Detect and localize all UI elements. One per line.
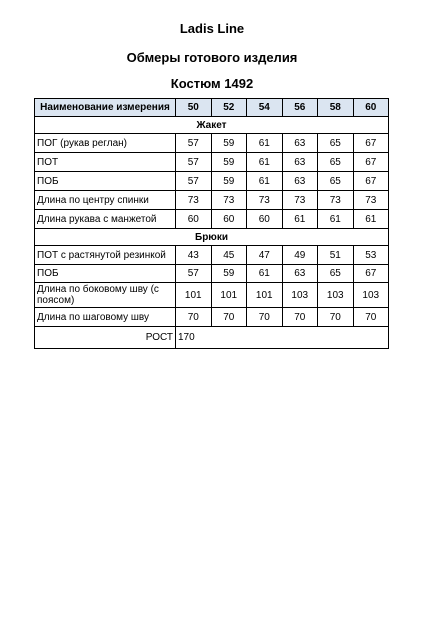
column-header-size: 56 bbox=[282, 99, 318, 117]
measurement-value: 57 bbox=[176, 172, 212, 191]
measurement-name: ПОТ с растянутой резинкой bbox=[35, 246, 176, 265]
measurement-value: 70 bbox=[353, 308, 389, 327]
measurement-name: ПОБ bbox=[35, 265, 176, 283]
measurement-value: 59 bbox=[211, 153, 247, 172]
table-row bbox=[35, 246, 389, 265]
measurement-value: 70 bbox=[211, 308, 247, 327]
measurement-name: Длина по центру спинки bbox=[35, 191, 176, 210]
measurement-value: 65 bbox=[318, 265, 354, 283]
measurement-value: 65 bbox=[318, 172, 354, 191]
measurement-value: 65 bbox=[318, 153, 354, 172]
measurement-value: 53 bbox=[353, 246, 389, 265]
section-row-trousers bbox=[35, 229, 389, 246]
column-header-size: 54 bbox=[247, 99, 283, 117]
product-title: Костюм 1492 bbox=[170, 76, 254, 91]
measurement-value: 73 bbox=[211, 191, 247, 210]
table-header-row bbox=[35, 99, 389, 117]
measurement-value: 61 bbox=[282, 210, 318, 229]
measurement-value: 103 bbox=[353, 283, 389, 308]
measurement-value: 101 bbox=[211, 283, 247, 308]
measurement-value: 67 bbox=[353, 153, 389, 172]
section-row-jacket bbox=[35, 117, 389, 134]
measurement-value: 73 bbox=[247, 191, 283, 210]
measurement-value: 45 bbox=[211, 246, 247, 265]
measurement-name: Длина по шаговому шву bbox=[35, 308, 176, 327]
measurement-value: 60 bbox=[211, 210, 247, 229]
measurement-value: 61 bbox=[247, 134, 283, 153]
table-row bbox=[35, 172, 389, 191]
measurement-name: Длина по боковому шву (с поясом) bbox=[35, 283, 176, 308]
height-row bbox=[35, 327, 389, 349]
table-row bbox=[35, 191, 389, 210]
measurement-value: 70 bbox=[318, 308, 354, 327]
measurement-value: 60 bbox=[247, 210, 283, 229]
measurement-value: 63 bbox=[282, 265, 318, 283]
measurement-value: 101 bbox=[247, 283, 283, 308]
measurement-value: 59 bbox=[211, 172, 247, 191]
measurement-value: 67 bbox=[353, 172, 389, 191]
measurement-value: 63 bbox=[282, 134, 318, 153]
measurement-value: 60 bbox=[176, 210, 212, 229]
measurement-value: 43 bbox=[176, 246, 212, 265]
measurement-value: 70 bbox=[247, 308, 283, 327]
measurement-value: 57 bbox=[176, 134, 212, 153]
brand-title: Ladis Line bbox=[179, 21, 245, 36]
measurement-name: ПОТ bbox=[35, 153, 176, 172]
height-label: РОСТ bbox=[35, 327, 176, 349]
table-row bbox=[35, 265, 389, 283]
measurement-value: 59 bbox=[211, 265, 247, 283]
measurement-value: 61 bbox=[318, 210, 354, 229]
table-row bbox=[35, 308, 389, 327]
measurement-value: 57 bbox=[176, 153, 212, 172]
table-row bbox=[35, 153, 389, 172]
measurement-name: ПОГ (рукав реглан) bbox=[35, 134, 176, 153]
section-title: Жакет bbox=[35, 117, 389, 134]
measurement-value: 49 bbox=[282, 246, 318, 265]
measurements-table bbox=[34, 98, 389, 349]
column-header-size: 50 bbox=[176, 99, 212, 117]
column-header-size: 52 bbox=[211, 99, 247, 117]
column-header-name: Наименование измерения bbox=[35, 99, 176, 117]
measurement-name: Длина рукава с манжетой bbox=[35, 210, 176, 229]
column-header-size: 58 bbox=[318, 99, 354, 117]
measurement-value: 61 bbox=[353, 210, 389, 229]
measurement-value: 73 bbox=[282, 191, 318, 210]
section-title: Брюки bbox=[35, 229, 389, 246]
measurement-value: 47 bbox=[247, 246, 283, 265]
measurement-value: 61 bbox=[247, 265, 283, 283]
height-value: 170 bbox=[176, 327, 389, 349]
measurement-value: 65 bbox=[318, 134, 354, 153]
measurement-name: ПОБ bbox=[35, 172, 176, 191]
measurement-value: 57 bbox=[176, 265, 212, 283]
measurement-value: 59 bbox=[211, 134, 247, 153]
measurement-value: 101 bbox=[176, 283, 212, 308]
measurement-value: 70 bbox=[176, 308, 212, 327]
measurement-value: 103 bbox=[282, 283, 318, 308]
measurement-value: 63 bbox=[282, 153, 318, 172]
measurement-value: 61 bbox=[247, 172, 283, 191]
measurement-value: 73 bbox=[318, 191, 354, 210]
table-row bbox=[35, 134, 389, 153]
document-subtitle: Обмеры готового изделия bbox=[126, 50, 298, 65]
measurement-value: 103 bbox=[318, 283, 354, 308]
measurement-value: 67 bbox=[353, 134, 389, 153]
column-header-size: 60 bbox=[353, 99, 389, 117]
measurement-value: 51 bbox=[318, 246, 354, 265]
measurement-value: 61 bbox=[247, 153, 283, 172]
measurement-value: 70 bbox=[282, 308, 318, 327]
measurement-value: 67 bbox=[353, 265, 389, 283]
table-row bbox=[35, 283, 389, 308]
measurement-value: 63 bbox=[282, 172, 318, 191]
measurement-value: 73 bbox=[176, 191, 212, 210]
table-row bbox=[35, 210, 389, 229]
measurement-value: 73 bbox=[353, 191, 389, 210]
